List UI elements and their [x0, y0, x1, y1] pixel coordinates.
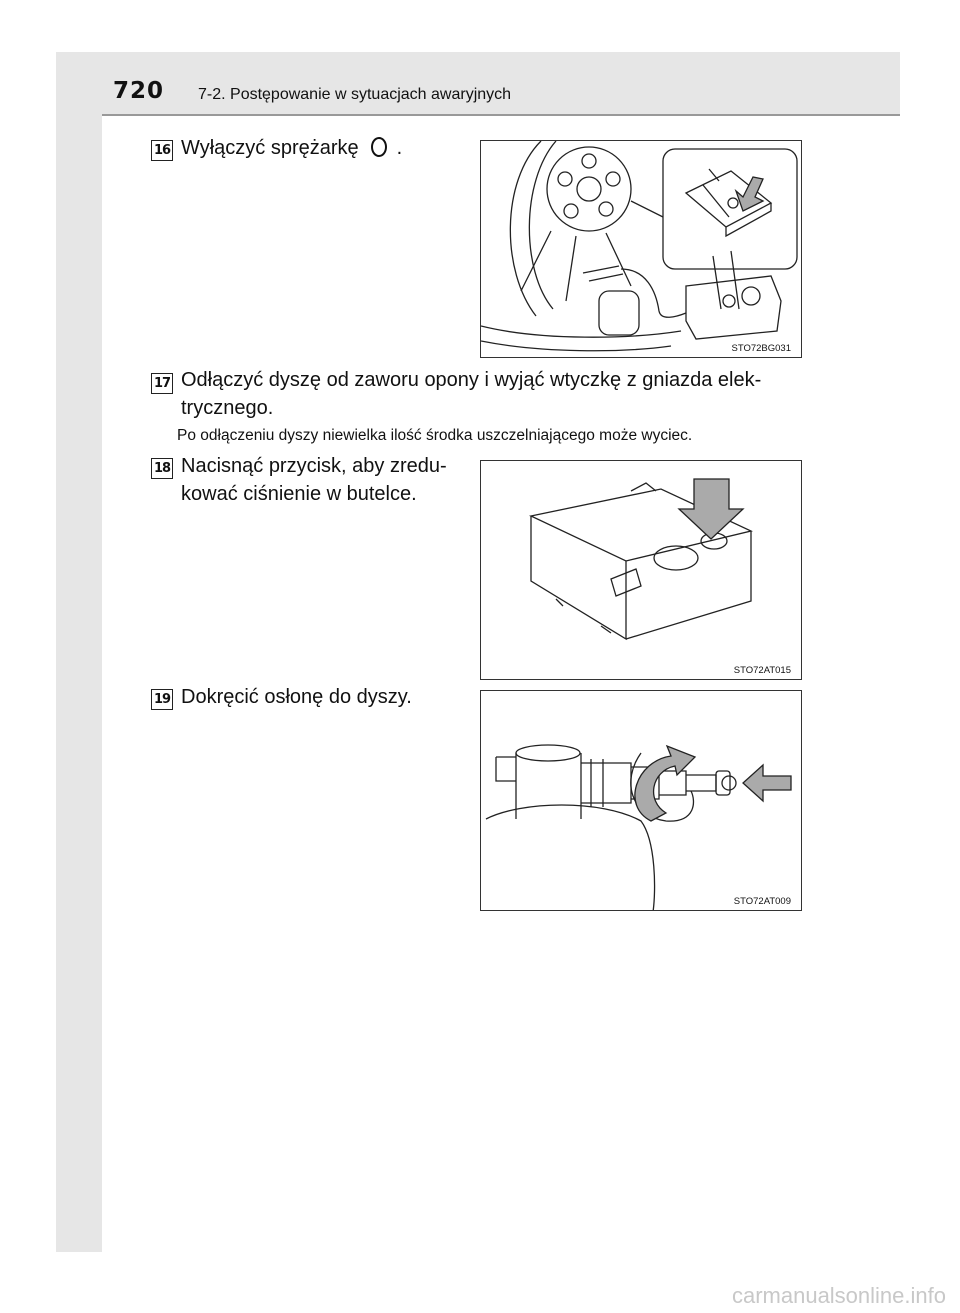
header-divider	[102, 114, 900, 116]
side-band	[56, 52, 102, 1252]
figure-code: STO72BG031	[731, 343, 791, 354]
figure-pressure-button	[480, 460, 802, 680]
step-18-line-2: kować ciśnienie w butelce.	[181, 483, 417, 505]
chapter-title: 7-2. Postępowanie w sytuacjach awaryjnych	[198, 86, 512, 103]
step-19-badge: 19	[151, 689, 173, 710]
off-circle-icon	[371, 137, 387, 157]
step-16-badge: 16	[151, 140, 173, 161]
pressure-button-illustration	[481, 461, 802, 680]
nozzle-cap-illustration	[481, 691, 802, 911]
watermark: carmanualsonline.info	[731, 1283, 946, 1308]
step-17-line-2: trycznego.	[181, 397, 274, 419]
step-17-badge: 17	[151, 373, 173, 394]
page-number: 720	[113, 78, 165, 104]
step-18-badge: 18	[151, 458, 173, 479]
page-header	[102, 52, 900, 114]
figure-code: STO72AT015	[733, 665, 791, 676]
figure-nozzle-cap	[480, 690, 802, 911]
step-16-text	[181, 134, 402, 162]
step-16-label: Wyłączyć sprężarkę	[181, 137, 359, 159]
step-18-text	[181, 452, 447, 508]
step-17-line-1: Odłączyć dyszę od zaworu opony i wyjąć wtyczkę z gniazda elek-	[181, 369, 762, 391]
step-17-text	[181, 366, 803, 422]
compressor-switch-illustration	[481, 141, 802, 358]
step-18-line-1: Nacisnąć przycisk, aby zredu-	[181, 455, 447, 477]
step-17-note: Po odłączeniu dyszy niewielka ilość środka uszczelniającego może wyciec.	[177, 427, 693, 444]
step-19-text: Dokręcić osłonę do dyszy.	[181, 686, 412, 708]
step-16-period: .	[396, 137, 403, 159]
figure-compressor-switch	[480, 140, 802, 358]
figure-code: STO72AT009	[733, 896, 791, 907]
